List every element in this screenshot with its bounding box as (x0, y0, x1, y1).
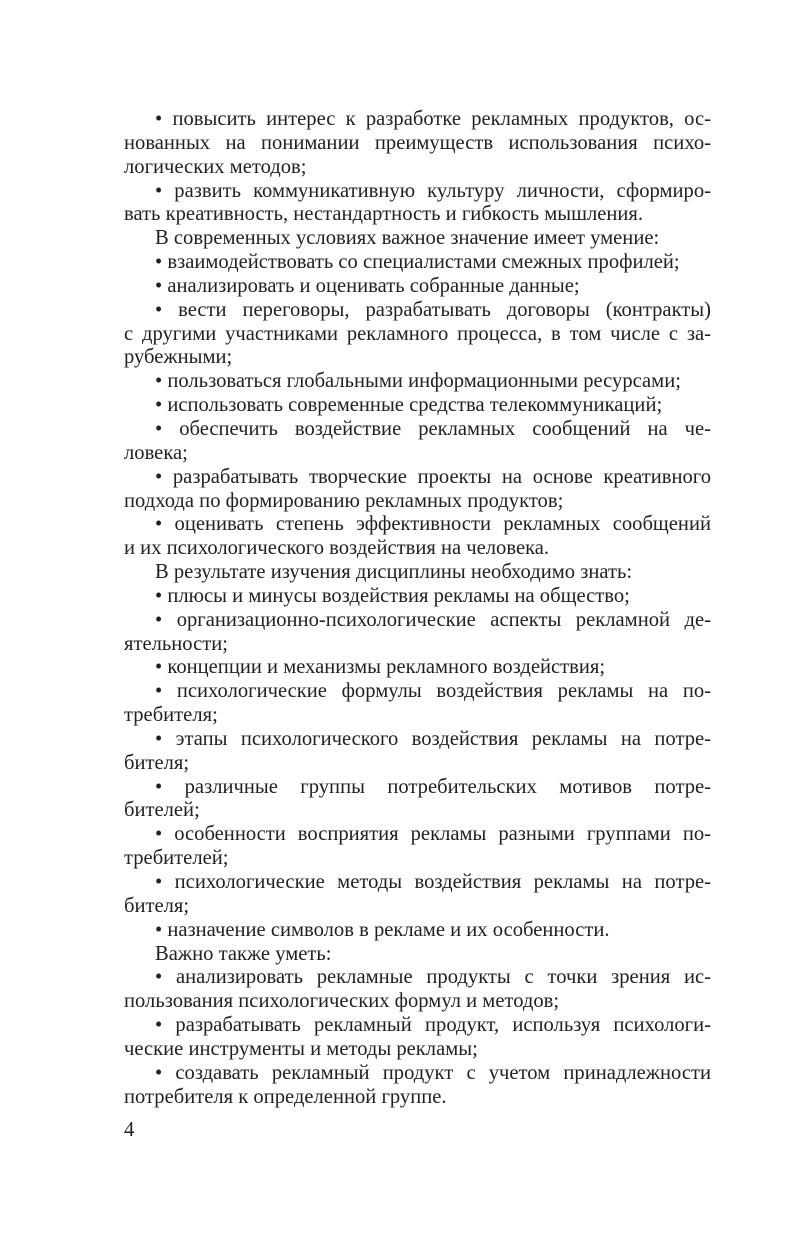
paragraph (124, 299, 711, 371)
paragraph (124, 728, 711, 776)
text-line: • развить коммуникативную культуру личности, сформиро- (155, 179, 711, 202)
text-line: ловека; (124, 441, 188, 464)
text-line: • назначение символов в рекламе и их особенности. (155, 918, 610, 941)
paragraph (124, 609, 711, 657)
text-line: логических методов; (124, 155, 307, 178)
text-line: • вести переговоры, разрабатывать договоры (контракты) (155, 298, 711, 321)
paragraph (124, 656, 711, 680)
paragraph (124, 585, 711, 609)
text-line: • повысить интерес к разработке рекламных продуктов, ос- (155, 108, 711, 130)
paragraph (124, 776, 711, 824)
paragraph (124, 251, 711, 275)
paragraph (124, 180, 711, 228)
text-line: ятельности; (124, 632, 228, 655)
paragraph (124, 871, 711, 919)
text-line: нованных на понимании преимуществ использования психо- (124, 131, 711, 154)
text-line: • анализировать рекламные продукты с точки зрения ис- (155, 966, 711, 989)
text-line: ческие инструменты и методы рекламы; (124, 1037, 478, 1060)
text-line: • организационно-психологические аспекты рекламной де- (155, 608, 711, 631)
text-line: • создавать рекламный продукт с учетом принадлежности (155, 1061, 711, 1084)
paragraph (124, 943, 711, 967)
text-line: пользования психологических формул и методов; (124, 990, 560, 1013)
text-line: бителя; (124, 894, 190, 917)
text-line: потребителя к определенной группе. (124, 1085, 447, 1108)
paragraph (124, 919, 711, 943)
text-line: подхода по формированию рекламных продуктов; (124, 489, 564, 512)
paragraph (124, 1014, 711, 1062)
text-line: бителя; (124, 751, 190, 774)
text-line: • плюсы и минусы воздействия рекламы на общество; (155, 584, 630, 607)
text-line: • психологические формулы воздействия рекламы на по- (155, 680, 711, 703)
paragraph (124, 513, 711, 561)
paragraph (124, 227, 711, 251)
text-line: • этапы психологического воздействия рекламы на потре- (155, 727, 711, 750)
paragraph (124, 418, 711, 466)
text-line: • психологические методы воздействия рекламы на потре- (155, 871, 711, 893)
paragraph (124, 823, 711, 871)
text-line: • анализировать и оценивать собранные данные; (155, 274, 580, 297)
paragraph (124, 561, 711, 585)
paragraph (124, 370, 711, 394)
text-line: • использовать современные средства телекоммуникаций; (155, 394, 663, 417)
text-line: • разрабатывать рекламный продукт, используя психологи- (155, 1014, 711, 1037)
text-line: Важно также уметь: (155, 942, 332, 965)
text-line: требителей; (124, 847, 229, 870)
text-line: и их психологического воздействия на человека. (124, 537, 550, 560)
text-line: В результате изучения дисциплины необходимо знать: (155, 561, 633, 584)
paragraph (124, 275, 711, 299)
text-line: • различные группы потребительских мотивов потре- (155, 775, 711, 798)
paragraph (124, 680, 711, 728)
text-line: • пользоваться глобальными информационными ресурсами; (155, 370, 681, 393)
text-line: требителя; (124, 704, 218, 727)
text-line: вать креативность, нестандартность и гибкость мышления. (124, 203, 644, 226)
paragraph (124, 1062, 711, 1110)
paragraph (124, 394, 711, 418)
text-line: • разрабатывать творческие проекты на основе креативного (155, 465, 711, 488)
paragraph (124, 966, 711, 1014)
text-line: рубежными; (124, 346, 233, 369)
paragraph (124, 466, 711, 514)
text-line: • взаимодействовать со специалистами смежных профилей; (155, 251, 680, 274)
text-line: В современных условиях важное значение имеет умение: (155, 227, 660, 250)
text-line: • обеспечить воздействие рекламных сообщений на че- (155, 417, 711, 440)
body-text (124, 108, 711, 1109)
page-number: 4 (124, 1119, 135, 1141)
text-line: бителей; (124, 799, 200, 822)
text-line: с другими участниками рекламного процесса, в том числе с за- (124, 322, 711, 345)
text-line: • особенности восприятия рекламы разными группами по- (155, 823, 711, 846)
paragraph (124, 108, 711, 180)
text-line: • оценивать степень эффективности рекламных сообщений (155, 513, 711, 536)
text-line: • концепции и механизмы рекламного воздействия; (155, 656, 606, 679)
